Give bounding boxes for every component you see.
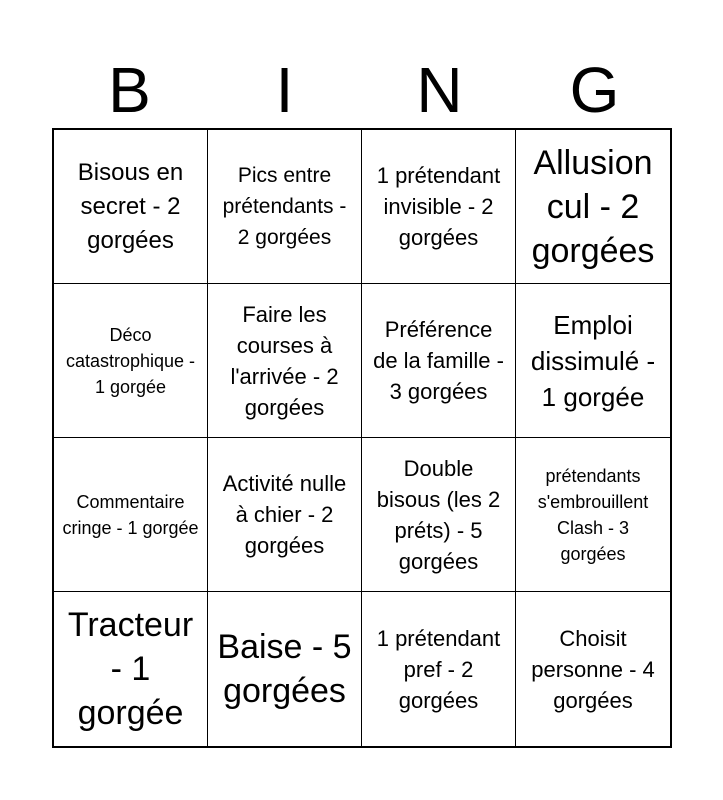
bingo-cell-text: Pics entre prétendants - 2 gorgées (222, 164, 347, 249)
bingo-cell-text: Baise - 5 gorgées (217, 628, 352, 710)
bingo-cell-text: 1 prétendant pref - 2 gorgées (376, 625, 501, 713)
bingo-cell-15[interactable] (362, 592, 516, 746)
header-letter-b: B (108, 54, 151, 126)
bingo-cell-text: Emploi dissimulé - 1 gorgée (530, 309, 656, 412)
header-letter-g: G (569, 54, 620, 126)
header-letter-i: I (275, 54, 294, 126)
bingo-cell-text: Déco catastrophique - 1 gorgée (65, 324, 196, 397)
bingo-cell-text: Préférence de la famille - 3 gorgées (373, 317, 504, 404)
bingo-cell-1[interactable] (54, 130, 208, 284)
header-letter-n: N (416, 54, 463, 126)
bingo-cell-text: 1 prétendant invisible - 2 gorgées (376, 163, 501, 250)
bingo-cell-4[interactable] (516, 130, 670, 284)
bingo-header (52, 52, 672, 128)
bingo-cell-6[interactable] (208, 284, 362, 438)
bingo-cell-5[interactable] (54, 284, 208, 438)
bingo-cell-text: Choisit personne - 4 gorgées (531, 625, 655, 713)
bingo-cell-text: Double bisous (les 2 préts) - 5 gorgées (376, 455, 501, 574)
bingo-cell-text: Activité nulle à chier - 2 gorgées (222, 471, 347, 558)
bingo-cell-14[interactable] (208, 592, 362, 746)
bingo-cell-text: Faire les courses à l'arrivée - 2 gorgées (230, 301, 339, 420)
bingo-cell-3[interactable] (362, 130, 516, 284)
bingo-cell-text: Bisous en secret - 2 gorgées (77, 158, 184, 254)
bingo-cell-text: prétendants s'embrouillent Clash - 3 gorgées (537, 465, 649, 564)
bingo-cell-8[interactable] (516, 284, 670, 438)
bingo-cell-text: Commentaire cringe - 1 gorgée (62, 491, 199, 538)
bingo-cell-13[interactable] (54, 592, 208, 746)
bingo-cell-2[interactable] (208, 130, 362, 284)
bingo-cell-11[interactable] (362, 438, 516, 592)
bingo-cell-text: Allusion cul - 2 gorgées (531, 143, 655, 270)
bingo-cell-12[interactable] (516, 438, 670, 592)
bingo-cell-16[interactable] (516, 592, 670, 746)
bingo-cell-9[interactable] (54, 438, 208, 592)
bingo-grid (52, 128, 672, 748)
bingo-cell-text: Tracteur - 1 gorgée (67, 606, 194, 732)
bingo-cell-7[interactable] (362, 284, 516, 438)
bingo-cell-10[interactable] (208, 438, 362, 592)
